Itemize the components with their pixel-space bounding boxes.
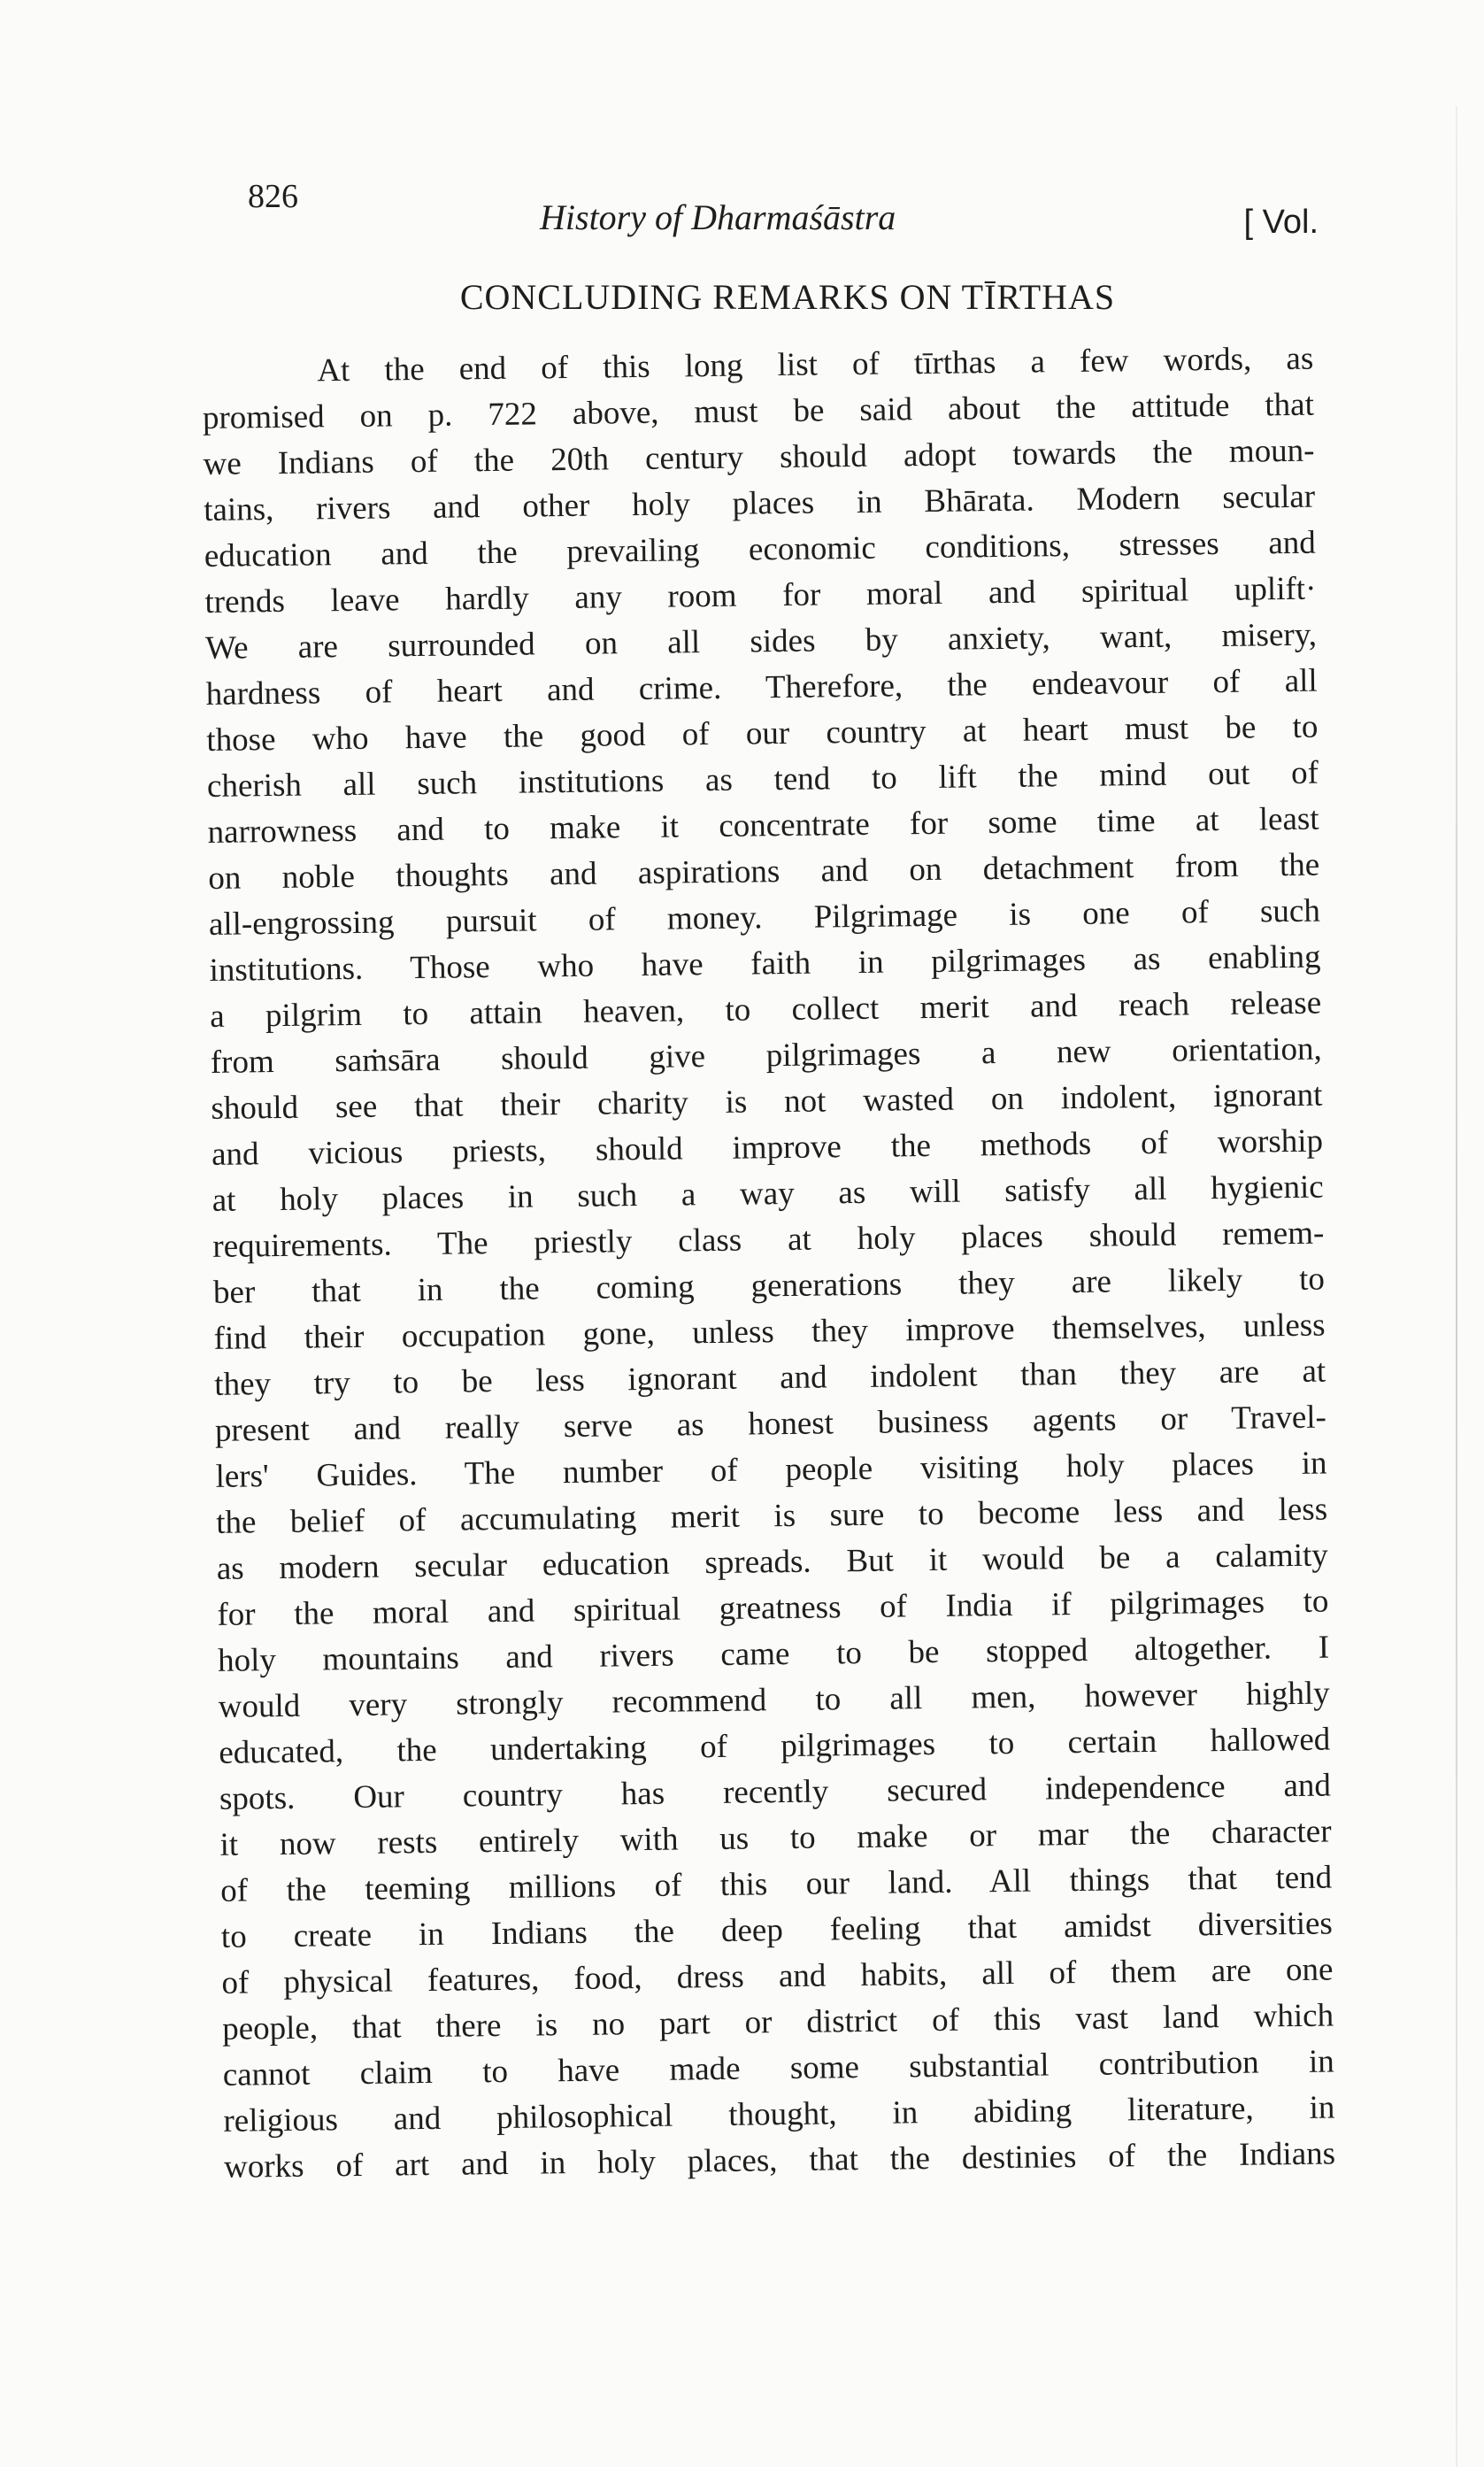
text-line: all-engrossing pursuit of money. Pilgrimage is one of such: [208, 892, 1321, 943]
text-line: to create in Indians the deep feeling that amidst diversities: [220, 1905, 1334, 1955]
body-paragraph: [202, 336, 1335, 2191]
text-line: should see that their charity is not wasted on indolent, ignorant: [211, 1076, 1323, 1127]
text-line: of the teeming millions of this our land. All things that tend: [220, 1859, 1333, 1909]
page-edge-shadow: [1456, 106, 1457, 2467]
running-title: History of Dharmaśāstra: [540, 197, 896, 237]
text-line: and vicious priests, should improve the methods of worship: [211, 1122, 1324, 1173]
text-line: hardness of heart and crime. Therefore, the endeavour of all: [205, 662, 1318, 713]
text-line: for the moral and spiritual greatness of India if pilgrimages to: [217, 1583, 1329, 1633]
text-line: present and really serve as honest business agents or Travel-: [214, 1399, 1327, 1449]
text-line: on noble thoughts and aspirations and on detachment from the: [208, 846, 1320, 897]
text-line: cherish all such institutions as tend to lift the mind out of: [206, 754, 1319, 805]
text-line: holy mountains and rivers came to be stopped altogether. I: [217, 1629, 1330, 1679]
text-line: cannot claim to have made some substantial contribution in: [222, 2043, 1334, 2093]
text-line: requirements. The priestly class at holy places should remem-: [212, 1214, 1325, 1265]
text-line: of physical features, food, dress and habits, all of them are one: [221, 1951, 1334, 2001]
text-line: At the end of this long list of tīrthas a few words, as: [317, 340, 1314, 389]
text-line: as modern secular education spreads. But it would be a calamity: [216, 1537, 1328, 1587]
text-line: ber that in the coming generations they are likely to: [212, 1260, 1326, 1311]
text-line: promised on p. 722 above, must be said about the attitude that: [202, 386, 1315, 436]
text-line: lers' Guides. The number of people visiting holy places in: [215, 1445, 1327, 1495]
text-line: spots. Our country has recently secured independence and: [219, 1767, 1332, 1817]
text-line: education and the prevailing economic conditions, stresses and: [204, 524, 1317, 574]
text-line: we Indians of the 20th century should adopt towards the moun-: [203, 432, 1315, 482]
page-number: 826: [248, 178, 298, 215]
text-line: educated, the undertaking of pilgrimages to certain hallowed: [219, 1721, 1331, 1771]
text-line: institutions. Those who have faith in pilgrimages as enabling: [209, 938, 1321, 989]
text-line: tains, rivers and other holy places in Bhārata. Modern secular: [203, 478, 1316, 528]
text-line: people, that there is no part or district of this vast land which: [221, 1997, 1334, 2047]
text-line: religious and philosophical thought, in abiding literature, in: [223, 2089, 1335, 2139]
text-line: from saṁsāra should give pilgrimages a new orientation,: [210, 1030, 1322, 1081]
text-line: would very strongly recommend to all men, however highly: [218, 1675, 1330, 1725]
text-line: those who have the good of our country at heart must be to: [206, 708, 1319, 759]
text-line: We are surrounded on all sides by anxiety, want, misery,: [204, 616, 1318, 667]
page-header: [248, 177, 1319, 239]
volume-marker: [ Vol.: [1243, 204, 1319, 241]
text-line: trends leave hardly any room for moral and spiritual uplift·: [204, 570, 1317, 621]
text-line: they try to be less ignorant and indolent than they are at: [214, 1353, 1326, 1403]
text-line: a pilgrim to attain heaven, to collect merit and reach release: [209, 984, 1322, 1035]
text-line: works of art and in holy places, that the destinies of the Indians: [223, 2135, 1336, 2186]
text-line: at holy places in such a way as will satisfy all hygienic: [211, 1168, 1324, 1219]
text-line: narrowness and to make it concentrate for some time at least: [207, 800, 1319, 851]
text-line: the belief of accumulating merit is sure to become less and less: [215, 1491, 1328, 1541]
text-line: it now rests entirely with us to make or mar the character: [219, 1813, 1332, 1863]
section-heading: CONCLUDING REMARKS ON TĪRTHAS: [459, 277, 1116, 317]
text-line: find their occupation gone, unless they improve themselves, unless: [213, 1307, 1326, 1357]
